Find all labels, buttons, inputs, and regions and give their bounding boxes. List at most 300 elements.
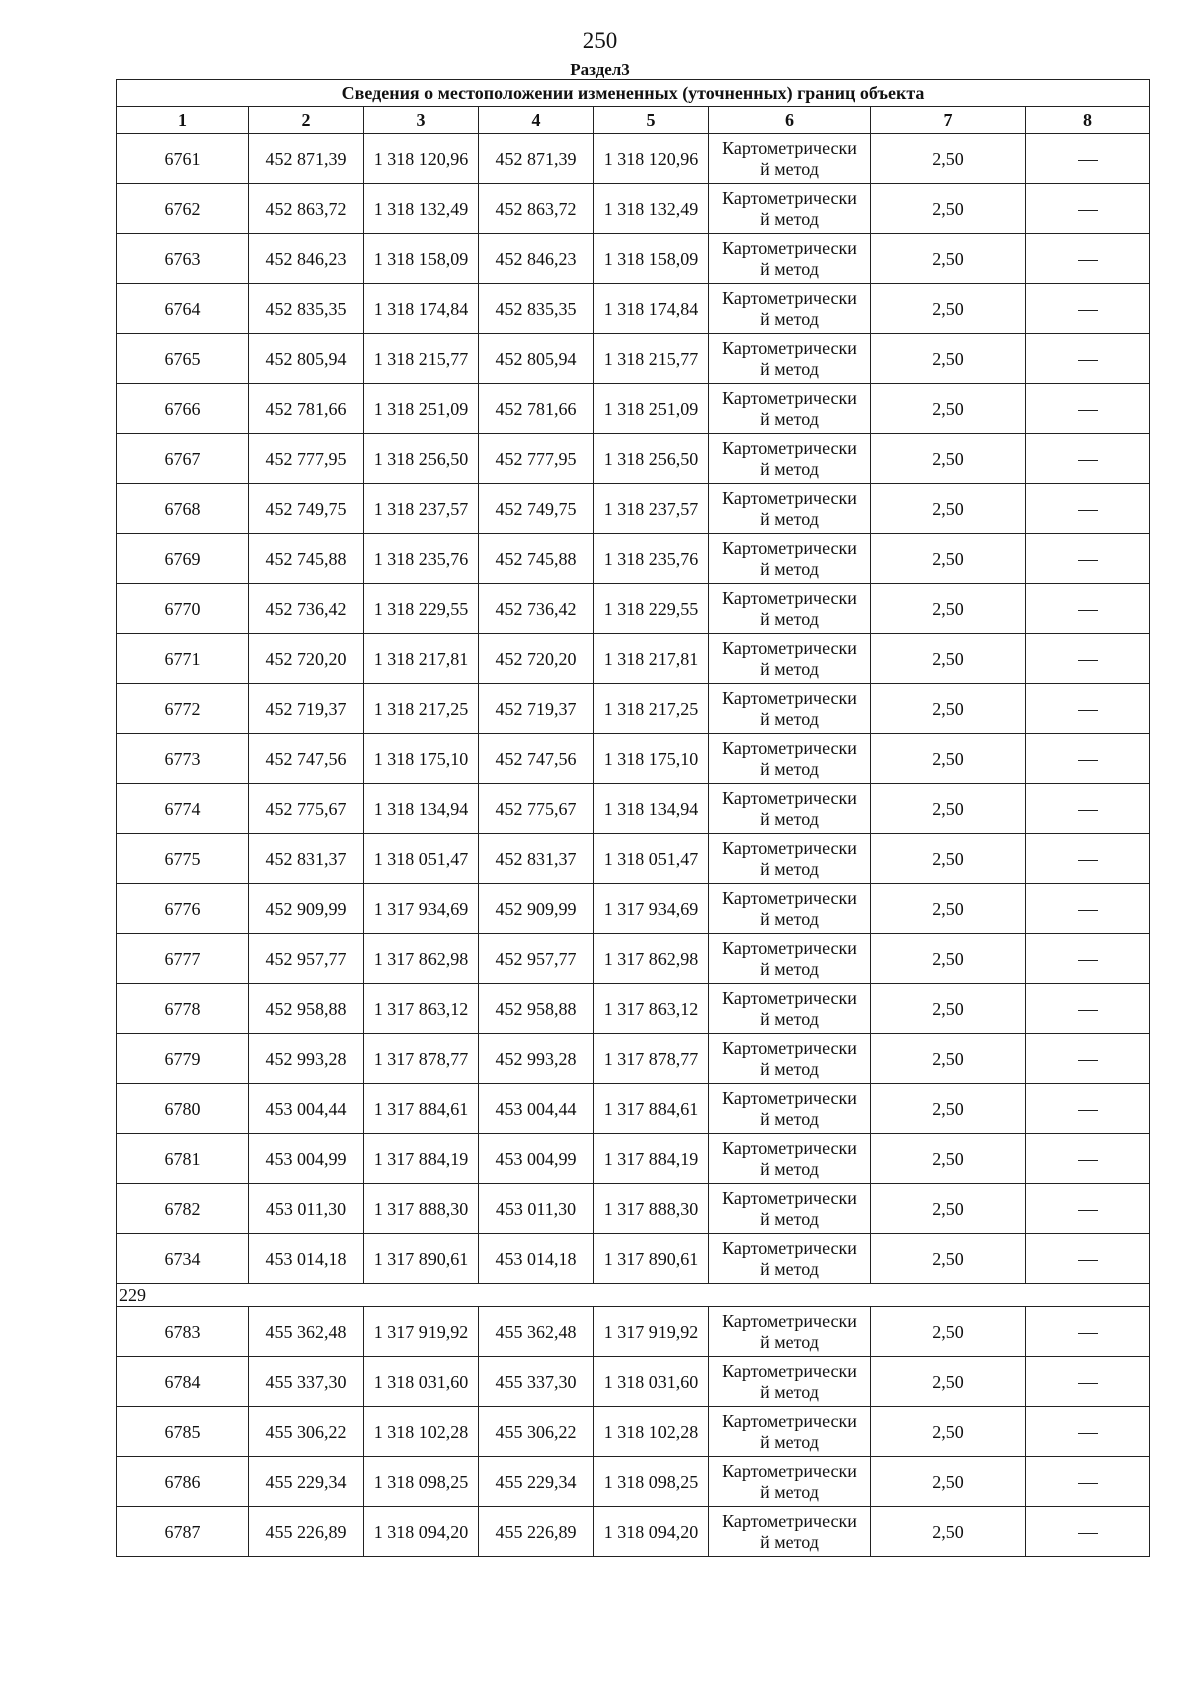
- boundary-table: [116, 79, 1150, 1557]
- method-line-2: й метод: [760, 308, 819, 329]
- method-cell: [709, 1234, 871, 1284]
- dash-mark: [1078, 1110, 1098, 1111]
- method-line-2: й метод: [760, 658, 819, 679]
- x-coordinate-cell: 453 004,99: [249, 1134, 364, 1184]
- accuracy-cell: 2,50: [871, 1034, 1026, 1084]
- method-line-2: й метод: [760, 158, 819, 179]
- y-coordinate-cell: 1 318 031,60: [594, 1357, 709, 1407]
- accuracy-cell: 2,50: [871, 1457, 1026, 1507]
- accuracy-cell: 2,50: [871, 334, 1026, 384]
- empty-value-cell: [1026, 484, 1150, 534]
- table-row: [117, 734, 1150, 784]
- x-coordinate-cell: 452 720,20: [249, 634, 364, 684]
- y-coordinate-cell: 1 317 863,12: [594, 984, 709, 1034]
- method-cell: [709, 434, 871, 484]
- table-row: [117, 1184, 1150, 1234]
- accuracy-cell: 2,50: [871, 1234, 1026, 1284]
- method-cell: [709, 1184, 871, 1234]
- method-line-1: Картометрически: [722, 287, 857, 308]
- method-line-2: й метод: [760, 1431, 819, 1452]
- x-coordinate-cell: 453 011,30: [479, 1184, 594, 1234]
- section-title: Раздел3: [570, 60, 630, 79]
- table-row: [117, 1407, 1150, 1457]
- x-coordinate-cell: 453 004,99: [479, 1134, 594, 1184]
- x-coordinate-cell: 452 846,23: [249, 234, 364, 284]
- dash-mark: [1078, 1260, 1098, 1261]
- method-line-1: Картометрически: [722, 537, 857, 558]
- accuracy-cell: 2,50: [871, 134, 1026, 184]
- dash-mark: [1078, 1533, 1098, 1534]
- table-body-a: [117, 134, 1150, 1284]
- dash-mark: [1078, 310, 1098, 311]
- page-number: 250: [582, 28, 618, 53]
- table-row: [117, 1307, 1150, 1357]
- x-coordinate-cell: 453 014,18: [479, 1234, 594, 1284]
- method-line-2: й метод: [760, 1058, 819, 1079]
- x-coordinate-cell: 452 835,35: [479, 284, 594, 334]
- y-coordinate-cell: 1 317 878,77: [594, 1034, 709, 1084]
- y-coordinate-cell: 1 318 094,20: [594, 1507, 709, 1557]
- point-number-cell: 6769: [117, 534, 249, 584]
- empty-value-cell: [1026, 1184, 1150, 1234]
- y-coordinate-cell: 1 318 217,25: [364, 684, 479, 734]
- method-line-2: й метод: [760, 258, 819, 279]
- x-coordinate-cell: 455 337,30: [479, 1357, 594, 1407]
- x-coordinate-cell: 452 777,95: [249, 434, 364, 484]
- method-line-1: Картометрически: [722, 1410, 857, 1431]
- accuracy-cell: 2,50: [871, 384, 1026, 434]
- x-coordinate-cell: 452 993,28: [249, 1034, 364, 1084]
- method-line-1: Картометрически: [722, 587, 857, 608]
- method-line-1: Картометрически: [722, 1087, 857, 1108]
- dash-mark: [1078, 960, 1098, 961]
- method-line-1: Картометрически: [722, 637, 857, 658]
- y-coordinate-cell: 1 318 235,76: [594, 534, 709, 584]
- empty-value-cell: [1026, 384, 1150, 434]
- table-row: [117, 334, 1150, 384]
- empty-value-cell: [1026, 834, 1150, 884]
- method-line-2: й метод: [760, 408, 819, 429]
- y-coordinate-cell: 1 317 862,98: [364, 934, 479, 984]
- method-cell: [709, 834, 871, 884]
- y-coordinate-cell: 1 317 888,30: [364, 1184, 479, 1234]
- method-cell: [709, 1507, 871, 1557]
- y-coordinate-cell: 1 317 878,77: [364, 1034, 479, 1084]
- x-coordinate-cell: 452 805,94: [249, 334, 364, 384]
- column-number: 8: [1026, 107, 1150, 134]
- y-coordinate-cell: 1 318 120,96: [594, 134, 709, 184]
- accuracy-cell: 2,50: [871, 1307, 1026, 1357]
- table-row: [117, 1134, 1150, 1184]
- accuracy-cell: 2,50: [871, 234, 1026, 284]
- x-coordinate-cell: 455 337,30: [249, 1357, 364, 1407]
- dash-mark: [1078, 910, 1098, 911]
- y-coordinate-cell: 1 317 862,98: [594, 934, 709, 984]
- empty-value-cell: [1026, 284, 1150, 334]
- point-number-cell: 6761: [117, 134, 249, 184]
- x-coordinate-cell: 455 226,89: [479, 1507, 594, 1557]
- accuracy-cell: 2,50: [871, 1407, 1026, 1457]
- point-number-cell: 6778: [117, 984, 249, 1034]
- y-coordinate-cell: 1 318 215,77: [594, 334, 709, 384]
- table-title: Сведения о местоположении измененных (уточненных) границ объекта: [117, 80, 1150, 107]
- x-coordinate-cell: 452 775,67: [249, 784, 364, 834]
- y-coordinate-cell: 1 318 094,20: [364, 1507, 479, 1557]
- y-coordinate-cell: 1 318 174,84: [364, 284, 479, 334]
- empty-value-cell: [1026, 884, 1150, 934]
- method-line-2: й метод: [760, 1381, 819, 1402]
- x-coordinate-cell: 452 957,77: [249, 934, 364, 984]
- x-coordinate-cell: 453 014,18: [249, 1234, 364, 1284]
- method-line-2: й метод: [760, 858, 819, 879]
- table-row: [117, 434, 1150, 484]
- x-coordinate-cell: 452 993,28: [479, 1034, 594, 1084]
- table-row: [117, 534, 1150, 584]
- method-line-1: Картометрически: [722, 1187, 857, 1208]
- point-number-cell: 6783: [117, 1307, 249, 1357]
- accuracy-cell: 2,50: [871, 434, 1026, 484]
- empty-value-cell: [1026, 334, 1150, 384]
- y-coordinate-cell: 1 317 863,12: [364, 984, 479, 1034]
- table-body-b: [117, 1307, 1150, 1557]
- x-coordinate-cell: 453 011,30: [249, 1184, 364, 1234]
- empty-value-cell: [1026, 434, 1150, 484]
- method-line-1: Картометрически: [722, 937, 857, 958]
- y-coordinate-cell: 1 317 919,92: [594, 1307, 709, 1357]
- column-number: 7: [871, 107, 1026, 134]
- method-line-2: й метод: [760, 208, 819, 229]
- dash-mark: [1078, 1433, 1098, 1434]
- x-coordinate-cell: 455 306,22: [249, 1407, 364, 1457]
- y-coordinate-cell: 1 318 251,09: [594, 384, 709, 434]
- point-number-cell: 6777: [117, 934, 249, 984]
- empty-value-cell: [1026, 634, 1150, 684]
- point-number-cell: 6770: [117, 584, 249, 634]
- method-line-2: й метод: [760, 1158, 819, 1179]
- y-coordinate-cell: 1 318 051,47: [594, 834, 709, 884]
- point-number-cell: 6779: [117, 1034, 249, 1084]
- x-coordinate-cell: 452 749,75: [249, 484, 364, 534]
- empty-value-cell: [1026, 1234, 1150, 1284]
- accuracy-cell: 2,50: [871, 934, 1026, 984]
- y-coordinate-cell: 1 318 256,50: [364, 434, 479, 484]
- point-number-cell: 6787: [117, 1507, 249, 1557]
- y-coordinate-cell: 1 318 102,28: [364, 1407, 479, 1457]
- x-coordinate-cell: 452 745,88: [249, 534, 364, 584]
- point-number-cell: 6768: [117, 484, 249, 534]
- accuracy-cell: 2,50: [871, 1084, 1026, 1134]
- point-number-cell: 6762: [117, 184, 249, 234]
- method-line-1: Картометрически: [722, 1460, 857, 1481]
- empty-value-cell: [1026, 1084, 1150, 1134]
- method-line-2: й метод: [760, 1108, 819, 1129]
- empty-value-cell: [1026, 584, 1150, 634]
- dash-mark: [1078, 1383, 1098, 1384]
- dash-mark: [1078, 510, 1098, 511]
- empty-value-cell: [1026, 134, 1150, 184]
- dash-mark: [1078, 560, 1098, 561]
- dash-mark: [1078, 260, 1098, 261]
- x-coordinate-cell: 452 749,75: [479, 484, 594, 534]
- y-coordinate-cell: 1 318 134,94: [594, 784, 709, 834]
- table-row: [117, 1357, 1150, 1407]
- dash-mark: [1078, 210, 1098, 211]
- method-cell: [709, 334, 871, 384]
- method-line-2: й метод: [760, 808, 819, 829]
- table-row: [117, 284, 1150, 334]
- dash-mark: [1078, 1483, 1098, 1484]
- method-cell: [709, 1307, 871, 1357]
- y-coordinate-cell: 1 318 132,49: [594, 184, 709, 234]
- group-label: 229: [117, 1284, 1150, 1307]
- method-cell: [709, 184, 871, 234]
- table-row: [117, 684, 1150, 734]
- table-row: [117, 984, 1150, 1034]
- x-coordinate-cell: 452 781,66: [479, 384, 594, 434]
- column-number-row: [117, 107, 1150, 134]
- table-row: [117, 1234, 1150, 1284]
- method-line-1: Картометрически: [722, 1360, 857, 1381]
- dash-mark: [1078, 710, 1098, 711]
- point-number-cell: 6772: [117, 684, 249, 734]
- x-coordinate-cell: 452 863,72: [479, 184, 594, 234]
- method-cell: [709, 884, 871, 934]
- accuracy-cell: 2,50: [871, 284, 1026, 334]
- y-coordinate-cell: 1 318 102,28: [594, 1407, 709, 1457]
- method-line-1: Картометрически: [722, 1310, 857, 1331]
- x-coordinate-cell: 452 747,56: [479, 734, 594, 784]
- table-row: [117, 1034, 1150, 1084]
- empty-value-cell: [1026, 184, 1150, 234]
- x-coordinate-cell: 455 362,48: [479, 1307, 594, 1357]
- method-line-2: й метод: [760, 758, 819, 779]
- accuracy-cell: 2,50: [871, 184, 1026, 234]
- dash-mark: [1078, 1060, 1098, 1061]
- method-cell: [709, 1357, 871, 1407]
- method-line-2: й метод: [760, 1331, 819, 1352]
- point-number-cell: 6765: [117, 334, 249, 384]
- point-number-cell: 6764: [117, 284, 249, 334]
- x-coordinate-cell: 452 719,37: [479, 684, 594, 734]
- y-coordinate-cell: 1 317 884,19: [594, 1134, 709, 1184]
- y-coordinate-cell: 1 317 888,30: [594, 1184, 709, 1234]
- table-row: [117, 384, 1150, 434]
- y-coordinate-cell: 1 318 051,47: [364, 834, 479, 884]
- y-coordinate-cell: 1 318 175,10: [364, 734, 479, 784]
- table-row: [117, 1507, 1150, 1557]
- table-row: [117, 134, 1150, 184]
- dash-mark: [1078, 160, 1098, 161]
- method-line-1: Картометрически: [722, 687, 857, 708]
- y-coordinate-cell: 1 318 256,50: [594, 434, 709, 484]
- y-coordinate-cell: 1 318 031,60: [364, 1357, 479, 1407]
- method-cell: [709, 534, 871, 584]
- y-coordinate-cell: 1 317 934,69: [364, 884, 479, 934]
- point-number-cell: 6771: [117, 634, 249, 684]
- method-line-2: й метод: [760, 958, 819, 979]
- x-coordinate-cell: 455 229,34: [249, 1457, 364, 1507]
- table-row: [117, 634, 1150, 684]
- x-coordinate-cell: 452 781,66: [249, 384, 364, 434]
- y-coordinate-cell: 1 318 217,25: [594, 684, 709, 734]
- x-coordinate-cell: 452 831,37: [479, 834, 594, 884]
- x-coordinate-cell: 452 909,99: [479, 884, 594, 934]
- method-line-2: й метод: [760, 1258, 819, 1279]
- point-number-cell: 6782: [117, 1184, 249, 1234]
- table-row: [117, 184, 1150, 234]
- column-number: 5: [594, 107, 709, 134]
- point-number-cell: 6784: [117, 1357, 249, 1407]
- method-cell: [709, 1084, 871, 1134]
- column-number: 1: [117, 107, 249, 134]
- dash-mark: [1078, 610, 1098, 611]
- dash-mark: [1078, 760, 1098, 761]
- method-cell: [709, 484, 871, 534]
- y-coordinate-cell: 1 318 229,55: [594, 584, 709, 634]
- x-coordinate-cell: 452 958,88: [249, 984, 364, 1034]
- y-coordinate-cell: 1 317 884,61: [364, 1084, 479, 1134]
- point-number-cell: 6774: [117, 784, 249, 834]
- x-coordinate-cell: 452 863,72: [249, 184, 364, 234]
- y-coordinate-cell: 1 317 919,92: [364, 1307, 479, 1357]
- x-coordinate-cell: 452 871,39: [249, 134, 364, 184]
- method-line-1: Картометрически: [722, 887, 857, 908]
- y-coordinate-cell: 1 318 134,94: [364, 784, 479, 834]
- x-coordinate-cell: 452 736,42: [249, 584, 364, 634]
- column-number: 6: [709, 107, 871, 134]
- x-coordinate-cell: 452 775,67: [479, 784, 594, 834]
- method-cell: [709, 1134, 871, 1184]
- accuracy-cell: 2,50: [871, 834, 1026, 884]
- x-coordinate-cell: 452 909,99: [249, 884, 364, 934]
- dash-mark: [1078, 460, 1098, 461]
- accuracy-cell: 2,50: [871, 1184, 1026, 1234]
- method-line-1: Картометрически: [722, 437, 857, 458]
- empty-value-cell: [1026, 1407, 1150, 1457]
- y-coordinate-cell: 1 317 884,61: [594, 1084, 709, 1134]
- point-number-cell: 6766: [117, 384, 249, 434]
- accuracy-cell: 2,50: [871, 634, 1026, 684]
- x-coordinate-cell: 452 871,39: [479, 134, 594, 184]
- y-coordinate-cell: 1 317 890,61: [364, 1234, 479, 1284]
- x-coordinate-cell: 455 306,22: [479, 1407, 594, 1457]
- x-coordinate-cell: 452 958,88: [479, 984, 594, 1034]
- column-number: 2: [249, 107, 364, 134]
- empty-value-cell: [1026, 534, 1150, 584]
- accuracy-cell: 2,50: [871, 1357, 1026, 1407]
- y-coordinate-cell: 1 318 251,09: [364, 384, 479, 434]
- point-number-cell: 6767: [117, 434, 249, 484]
- accuracy-cell: 2,50: [871, 584, 1026, 634]
- method-line-1: Картометрически: [722, 1510, 857, 1531]
- x-coordinate-cell: 455 362,48: [249, 1307, 364, 1357]
- method-cell: [709, 734, 871, 784]
- method-line-1: Картометрически: [722, 837, 857, 858]
- method-cell: [709, 1457, 871, 1507]
- dash-mark: [1078, 860, 1098, 861]
- table-row: [117, 584, 1150, 634]
- method-cell: [709, 634, 871, 684]
- method-line-1: Картометрически: [722, 737, 857, 758]
- empty-value-cell: [1026, 734, 1150, 784]
- point-number-cell: 6786: [117, 1457, 249, 1507]
- dash-mark: [1078, 810, 1098, 811]
- empty-value-cell: [1026, 1134, 1150, 1184]
- method-line-2: й метод: [760, 358, 819, 379]
- dash-mark: [1078, 410, 1098, 411]
- column-number: 4: [479, 107, 594, 134]
- method-line-1: Картометрически: [722, 487, 857, 508]
- x-coordinate-cell: 455 226,89: [249, 1507, 364, 1557]
- method-line-2: й метод: [760, 558, 819, 579]
- y-coordinate-cell: 1 318 175,10: [594, 734, 709, 784]
- point-number-cell: 6785: [117, 1407, 249, 1457]
- table-row: [117, 834, 1150, 884]
- method-cell: [709, 584, 871, 634]
- method-line-2: й метод: [760, 1481, 819, 1502]
- y-coordinate-cell: 1 318 217,81: [594, 634, 709, 684]
- x-coordinate-cell: 452 846,23: [479, 234, 594, 284]
- y-coordinate-cell: 1 318 174,84: [594, 284, 709, 334]
- empty-value-cell: [1026, 1307, 1150, 1357]
- point-number-cell: 6781: [117, 1134, 249, 1184]
- accuracy-cell: 2,50: [871, 734, 1026, 784]
- empty-value-cell: [1026, 934, 1150, 984]
- empty-value-cell: [1026, 234, 1150, 284]
- method-line-2: й метод: [760, 508, 819, 529]
- x-coordinate-cell: 452 745,88: [479, 534, 594, 584]
- column-number: 3: [364, 107, 479, 134]
- x-coordinate-cell: 452 957,77: [479, 934, 594, 984]
- accuracy-cell: 2,50: [871, 484, 1026, 534]
- method-line-1: Картометрически: [722, 137, 857, 158]
- method-line-1: Картометрически: [722, 387, 857, 408]
- method-cell: [709, 284, 871, 334]
- method-line-1: Картометрически: [722, 1037, 857, 1058]
- y-coordinate-cell: 1 318 229,55: [364, 584, 479, 634]
- y-coordinate-cell: 1 318 158,09: [364, 234, 479, 284]
- empty-value-cell: [1026, 1357, 1150, 1407]
- x-coordinate-cell: 452 777,95: [479, 434, 594, 484]
- table-row: [117, 934, 1150, 984]
- x-coordinate-cell: 453 004,44: [249, 1084, 364, 1134]
- accuracy-cell: 2,50: [871, 884, 1026, 934]
- method-cell: [709, 384, 871, 434]
- point-number-cell: 6775: [117, 834, 249, 884]
- dash-mark: [1078, 1160, 1098, 1161]
- x-coordinate-cell: 452 720,20: [479, 634, 594, 684]
- x-coordinate-cell: 452 736,42: [479, 584, 594, 634]
- method-line-2: й метод: [760, 1008, 819, 1029]
- empty-value-cell: [1026, 1507, 1150, 1557]
- method-line-2: й метод: [760, 1531, 819, 1552]
- method-line-2: й метод: [760, 708, 819, 729]
- y-coordinate-cell: 1 318 158,09: [594, 234, 709, 284]
- x-coordinate-cell: 452 805,94: [479, 334, 594, 384]
- method-line-1: Картометрически: [722, 1137, 857, 1158]
- dash-mark: [1078, 660, 1098, 661]
- dash-mark: [1078, 1010, 1098, 1011]
- empty-value-cell: [1026, 784, 1150, 834]
- method-cell: [709, 1034, 871, 1084]
- table-row: [117, 884, 1150, 934]
- point-number-cell: 6734: [117, 1234, 249, 1284]
- accuracy-cell: 2,50: [871, 1134, 1026, 1184]
- y-coordinate-cell: 1 318 237,57: [594, 484, 709, 534]
- accuracy-cell: 2,50: [871, 534, 1026, 584]
- method-line-2: й метод: [760, 608, 819, 629]
- method-line-2: й метод: [760, 908, 819, 929]
